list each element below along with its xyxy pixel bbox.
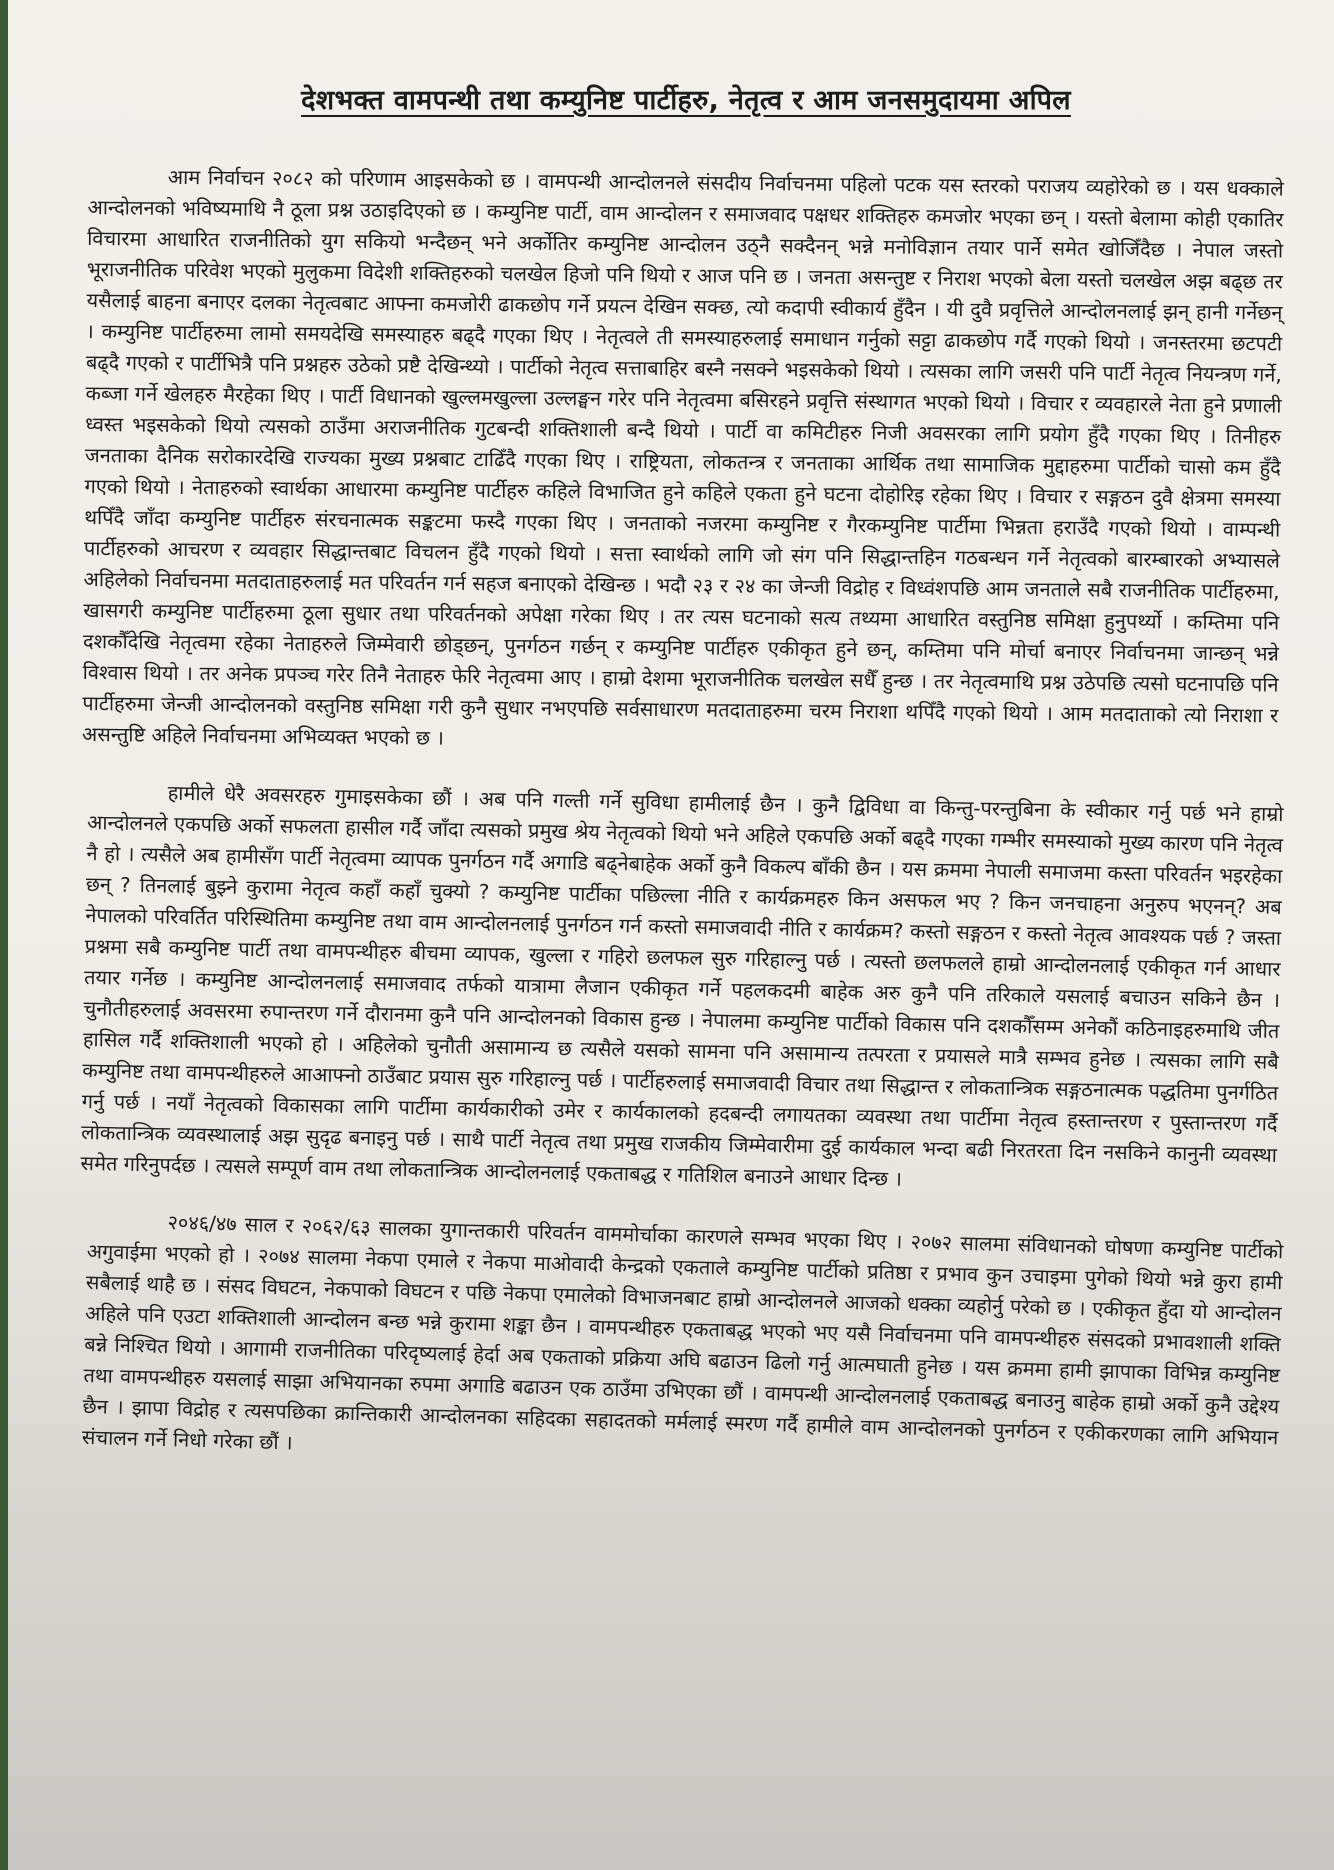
- paragraph-3: २०४६/४७ साल र २०६२/६३ सालका युगान्तकारी परिवर्तन वाममोर्चाका कारणले सम्भव भएका थिए । २०७२ सालमा संविधानको घोषणा कम्युनिष्ट पार्टीको अगुवाईमा भएको हो । २०७४ सालमा नेकपा एमाले र नेकपा माओवादी केन्द्रको एकताले कम्युनिष्ट पार्टीको प्रतिष्ठा र प्रभाव कुन उचाइमा पुगेको थियो भन्ने कुरा हामी सबैलाई थाहै छ । संसद विघटन, नेकपाको विघटन र पछि नेकपा एमालेको विभाजनबाट हाम्रो आन्दोलनले आजको धक्का व्यहोर्नु परेको छ । एकीकृत हुँदा यो आन्दोलन अहिले पनि एउटा शक्तिशाली आन्दोलन बन्छ भन्ने कुरामा शङ्का छैन । वामपन्थीहरु एकताबद्ध भएको भए यसै निर्वाचनमा पनि वामपन्थीहरु संसदको प्रभावशाली शक्ति बन्ने निश्चित थियो । आगामी राजनीतिका परिदृष्यलाई हेर्दा अब एकताको प्रक्रिया अघि बढाउन ढिलो गर्नु आत्मघाती हुनेछ । यस क्रममा हामी झापाका विभिन्न कम्युनिष्ट तथा वामपन्थीहरु यसलाई साझा अभियानका रुपमा अगाडि बढाउन एक ठाउँमा उभिएका छौं । वामपन्थी आन्दोलनलाई एकताबद्ध बनाउनु बाहेक हाम्रो अर्को कुनै उद्देश्य छैन । झापा विद्रोह र त्यसपछिका क्रान्तिकारी आन्दोलनका सहिदका सहादतको मर्मलाई स्मरण गर्दै हामीले वाम आन्दोलनको पुनर्गठन र एकीकरणका लागि अभियान संचालन गर्ने निधो गरेका छौं ।: [81, 1210, 1284, 1455]
- document-title: देशभक्त वामपन्थी तथा कम्युनिष्ट पार्टीहरु, नेतृत्व र आम जनसमुदायमा अपिल: [301, 85, 1071, 116]
- paragraph-2: हामीले धेरै अवसरहरु गुमाइसकेका छौं । अब पनि गल्ती गर्ने सुविधा हामीलाई छैन । कुनै द्विविधा वा किन्तु-परन्तुबिना के स्वीकार गर्नु पर्छ भने हाम्रो आन्दोलनले एकपछि अर्को सफलता हासील गर्दै जाँदा त्यसको प्रमुख श्रेय नेतृत्वको थियो भने अहिले एकपछि अर्को बढ्दै गएका गम्भीर समस्याको मुख्य कारण पनि नेतृत्व नै हो । त्यसैले अब हामीसँग पार्टी नेतृत्वमा व्यापक पुनर्गठन गर्दै अगाडि बढ्नेबाहेक अर्को कुनै विकल्प बाँकी छैन । यस क्रममा नेपाली समाजमा कस्ता परिवर्तन भइरहेका छन् ? तिनलाई बुझ्ने कुरामा नेतृत्व कहाँ कहाँ चुक्यो ? कम्युनिष्ट पार्टीका पछिल्ला नीति र कार्यक्रमहरु किन असफल भए ? किन जनचाहना अनुरुप भएनन्? अब नेपालको परिवर्तित परिस्थितिमा कम्युनिष्ट तथा वाम आन्दोलनलाई पुनर्गठन गर्न कस्तो समाजवादी नीति र कार्यक्रम? कस्तो सङ्गठन र कस्तो नेतृत्व आवश्यक पर्छ ? जस्ता प्रश्नमा सबै कम्युनिष्ट पार्टी तथा वामपन्थीहरु बीचमा व्यापक, खुल्ला र गहिरो छलफल सुरु गरिहाल्नु पर्छ । त्यस्तो छलफलले हाम्रो आन्दोलनलाई एकीकृत गर्न आधार तयार गर्नेछ । कम्युनिष्ट आन्दोलनलाई समाजवाद तर्फको यात्रामा लैजान एकीकृत गर्ने पहलकदमी बाहेक अरु कुनै पनि तरिकाले यसलाई बचाउन सकिने छैन । चुनौतीहरुलाई अवसरमा रुपान्तरण गर्ने दौरानमा कुनै पनि आन्दोलनको विकास हुन्छ । नेपालमा कम्युनिष्ट पार्टीको विकास पनि दशकौँसम्म अनेकौं कठिनाइहरुमाथि जीत हासिल गर्दै शक्तिशाली भएको हो । अहिलेको चुनौती असामान्य छ त्यसैले यसको सामना पनि असामान्य तत्परता र प्रयासले मात्रै सम्भव हुनेछ । त्यसका लागि सबै कम्युनिष्ट तथा वामपन्थीहरुले आआफ्नो ठाउँबाट प्रयास सुरु गरिहाल्नु पर्छ । पार्टीहरुलाई समाजवादी विचार तथा सिद्धान्त र लोकतान्त्रिक सङ्गठनात्मक पद्धतिमा पुनर्गठित गर्नु पर्छ । नयाँ नेतृत्वको विकासका लागि पार्टीमा कार्यकारीको उमेर र कार्यकालको हदबन्दी लगायतका व्यवस्था तथा पार्टीमा नेतृत्व हस्तान्तरण र पुस्तान्तरण गर्दै लोकतान्त्रिक व्यवस्थालाई अझ सुदृढ बनाइनु पर्छ । साथै पार्टी नेतृत्व तथा प्रमुख राजकीय जिम्मेवारीमा दुई कार्यकाल भन्दा बढी निरतरता दिन नसकिने कानुनी व्यवस्था समेत गरिनुपर्दछ । त्यसले सम्पूर्ण वाम तथा लोकतान्त्रिक आन्दोलनलाई एकताबद्ध र गतिशिल बनाउने आधार दिन्छ ।: [80, 780, 1284, 1191]
- document-page: [8, 0, 1334, 1870]
- paragraph-1: आम निर्वाचन २०८२ को परिणाम आइसकेको छ । वामपन्थी आन्दोलनले संसदीय निर्वाचनमा पहिलो पटक यस स्तरको पराजय व्यहोरेको छ । यस धक्काले आन्दोलनको भविष्यमाथि नै ठूला प्रश्न उठाइदिएको छ । कम्युनिष्ट पार्टी, वाम आन्दोलन र समाजवाद पक्षधर शक्तिहरु कमजोर भएका छन् । यस्तो बेलामा कोही एकातिर विचारमा आधारित राजनीतिको युग सकियो भन्दैछन् भने अर्कोतिर कम्युनिष्ट आन्दोलन उठ्नै सक्दैनन् भन्ने मनोविज्ञान तयार पार्ने समेत खोजिँदैछ । नेपाल जस्तो भूराजनीतिक परिवेश भएको मुलुकमा विदेशी शक्तिहरुको चलखेल हिजो पनि थियो र आज पनि छ । जनता असन्तुष्ट र निराश भएको बेला यस्तो चलखेल अझ बढ्छ तर यसैलाई बाहना बनाएर दलका नेतृत्वबाट आफ्ना कमजोरी ढाकछोप गर्ने प्रयत्न देखिन सक्छ, त्यो कदापी स्वीकार्य हुँदैन । यी दुवै प्रवृत्तिले आन्दोलनलाई झन् हानी गर्नेछन् । कम्युनिष्ट पार्टीहरुमा लामो समयदेखि समस्याहरु बढ्दै गएका थिए । नेतृत्वले ती समस्याहरुलाई समाधान गर्नुको सट्टा ढाकछोप गर्दै गएको थियो । जनस्तरमा छटपटी बढ्दै गएको र पार्टीभित्रै पनि प्रश्नहरु उठेको प्रष्टै देखिन्थ्यो । पार्टीको नेतृत्व सत्ताबाहिर बस्नै नसक्ने भइसकेको थियो । त्यसका लागि जसरी पनि पार्टी नेतृत्व नियन्त्रण गर्ने, कब्जा गर्ने खेलहरु मैरहेका थिए । पार्टी विधानको खुल्लमखुल्ला उल्लङ्घन गरेर पनि नेतृत्वमा बसिरहने प्रवृत्ति संस्थागत भएको थियो । विचार र व्यवहारले नेता हुने प्रणाली ध्वस्त भइसकेको थियो त्यसको ठाउँमा अराजनीतिक गुटबन्दी शक्तिशाली बन्दै थियो । पार्टी वा कमिटीहरु निजी अवसरका लागि प्रयोग हुँदै गएका थिए । तिनीहरु जनताका दैनिक सरोकारदेखि राज्यका मुख्य प्रश्नबाट टाढिँदै गएका थिए । राष्ट्रियता, लोकतन्त्र र जनताका आर्थिक तथा सामाजिक मुद्दाहरुमा पार्टीको चासो कम हुँदै गएको थियो । नेताहरुको स्वार्थका आधारमा कम्युनिष्ट पार्टीहरु कहिले विभाजित हुने कहिले एकता हुने घटना दोहोरिइ रहेका थिए । विचार र सङ्गठन दुवै क्षेत्रमा समस्या थपिँदै जाँदा कम्युनिष्ट पार्टीहरु संरचनात्मक सङ्कटमा फस्दै गएका थिए । जनताको नजरमा कम्युनिष्ट र गैरकम्युनिष्ट पार्टीमा भिन्नता हराउँदै गएको थियो । वाम्पन्थी पार्टीहरुको आचरण र व्यवहार सिद्धान्तबाट विचलन हुँदै गएको थियो । सत्ता स्वार्थको लागि जो संग पनि सिद्धान्तहिन गठबन्धन गर्ने नेतृत्वको बारम्बारको अभ्यासले अहिलेको निर्वाचनमा मतदाताहरुलाई मत परिवर्तन गर्न सहज बनाएको देखिन्छ । भदौ २३ र २४ का जेन्जी विद्रोह र विध्वंशपछि आम जनताले सबै राजनीतिक पार्टीहरुमा, खासगरी कम्युनिष्ट पार्टीहरुमा ठूला सुधार तथा परिवर्तनको अपेक्षा गरेका थिए । तर त्यस घटनाको सत्य तथ्यमा आधारित वस्तुनिष्ठ समिक्षा हुनुपर्थ्यो । कम्तिमा पनि दशकौँदेखि नेतृत्वमा रहेका नेताहरुले जिम्मेवारी छोड्छन्, पुनर्गठन गर्छन् र कम्युनिष्ट पार्टीहरु एकीकृत हुने छन्, कम्तिमा पनि मोर्चा बनाएर निर्वाचनमा जान्छन् भन्ने विश्वास थियो । तर अनेक प्रपञ्च गरेर तिनै नेताहरु फेरि नेतृत्वमा आए । हाम्रो देशमा भूराजनीतिक चलखेल सधैँ हुन्छ । तर नेतृत्वमाथि प्रश्न उठेपछि त्यसो घटनापछि पनि पार्टीहरुमा जेन्जी आन्दोलनको वस्तुनिष्ठ समिक्षा गरी कुनै सुधार नभएपछि सर्वसाधारण मतदाताहरुमा चरम निराशा थपिँदै गएको थियो । आम मतदाताको त्यो निराशा र असन्तुष्टि अहिले निर्वाचनमा अभिव्यक्त भएको छ ।: [81, 164, 1284, 750]
